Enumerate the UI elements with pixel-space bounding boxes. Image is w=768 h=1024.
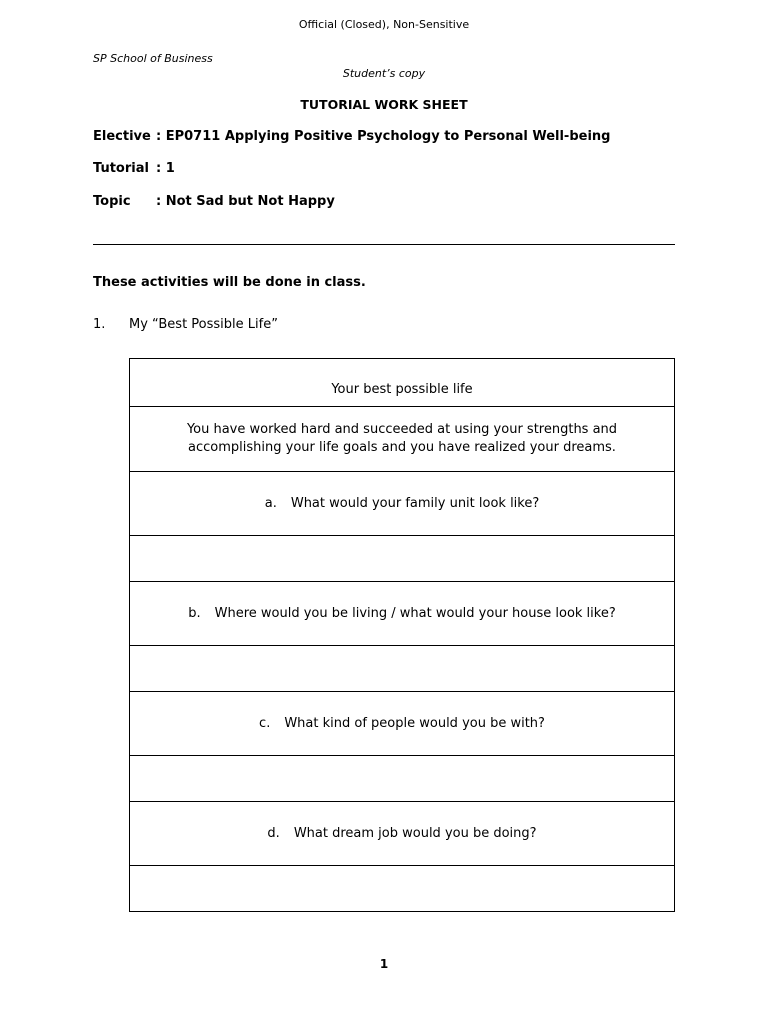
question-text-c: What kind of people would you be with?	[284, 715, 545, 731]
elective-value: : EP0711 Applying Positive Psychology to Personal Well-being	[156, 129, 611, 144]
classification-label: Official (Closed), Non-Sensitive	[298, 18, 470, 31]
question-marker-b: b.	[188, 605, 201, 621]
answer-row-c	[130, 756, 675, 802]
answer-row-d	[130, 866, 675, 912]
question-marker-d: d.	[267, 825, 280, 841]
question-marker-a: a.	[264, 495, 277, 511]
activity-title: My “Best Possible Life”	[129, 317, 278, 332]
tutorial-row	[93, 161, 175, 176]
table-intro-row	[130, 407, 675, 472]
question-cell-b	[130, 582, 675, 646]
copy-label: Student’s copy	[342, 67, 426, 80]
question-cell-c	[130, 692, 675, 756]
instruction-text: These activities will be done in class.	[93, 275, 366, 290]
topic-row	[93, 194, 335, 209]
question-text-a: What would your family unit look like?	[290, 495, 540, 511]
answer-cell-c[interactable]	[130, 756, 675, 802]
question-marker-c: c.	[259, 715, 271, 731]
question-text-d: What dream job would you be doing?	[293, 825, 537, 841]
school-name: SP School of Business	[93, 52, 213, 65]
topic-value: : Not Sad but Not Happy	[156, 194, 335, 209]
elective-row	[93, 129, 610, 144]
answer-row-b	[130, 646, 675, 692]
question-row-a	[130, 472, 675, 536]
elective-label: Elective	[93, 129, 151, 144]
table-heading-cell: Your best possible life	[130, 359, 675, 407]
page-number: 1	[379, 957, 389, 971]
question-row-b	[130, 582, 675, 646]
tutorial-value: : 1	[156, 161, 175, 176]
activity-heading	[93, 317, 278, 332]
answer-cell-d[interactable]	[130, 866, 675, 912]
topic-label: Topic	[93, 194, 131, 209]
table-heading-row	[130, 359, 675, 407]
activity-number: 1.	[93, 317, 106, 332]
answer-row-a	[130, 536, 675, 582]
table-intro-cell: You have worked hard and succeeded at using your strengths and accomplishing your life goals and you have realized your dreams.	[130, 407, 675, 472]
question-row-c	[130, 692, 675, 756]
answer-cell-b[interactable]	[130, 646, 675, 692]
tutorial-label: Tutorial	[93, 161, 149, 176]
question-text-b: Where would you be living / what would your house look like?	[214, 605, 616, 621]
question-cell-a	[130, 472, 675, 536]
question-row-d	[130, 802, 675, 866]
question-cell-d	[130, 802, 675, 866]
best-life-table	[129, 358, 675, 912]
header-divider	[93, 244, 675, 245]
answer-cell-a[interactable]	[130, 536, 675, 582]
worksheet-title: TUTORIAL WORK SHEET	[300, 97, 468, 112]
